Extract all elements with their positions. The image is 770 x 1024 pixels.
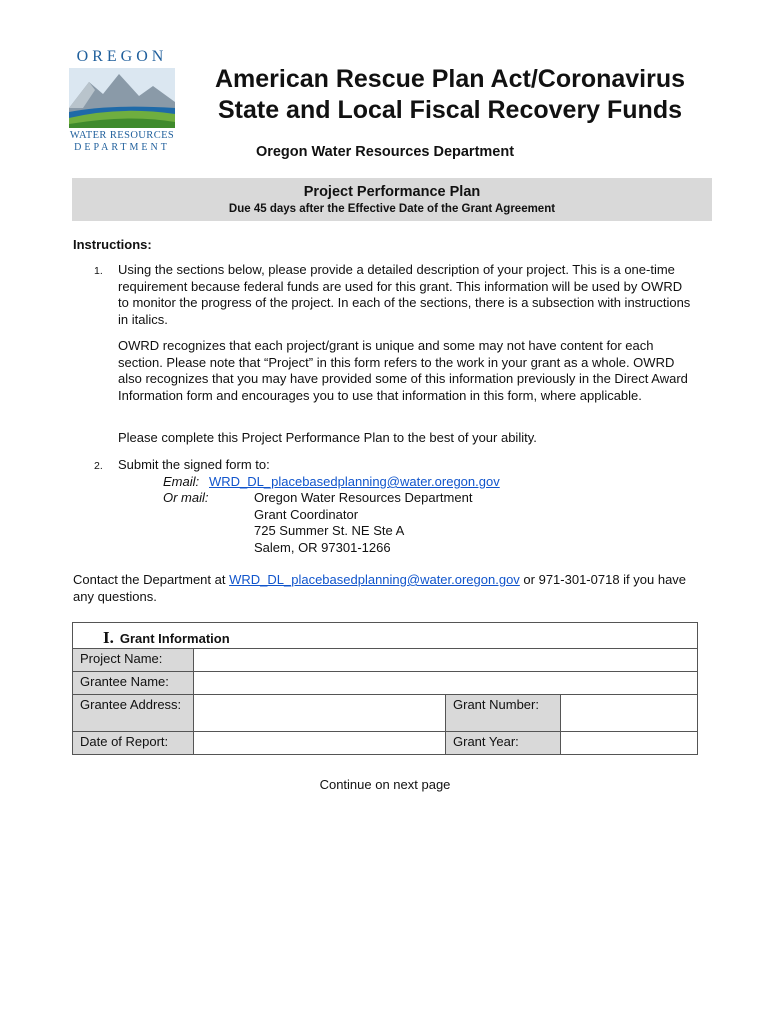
project-name-field[interactable] bbox=[193, 648, 698, 672]
address-line: Oregon Water Resources Department bbox=[254, 490, 473, 505]
submit-instruction: Submit the signed form to: bbox=[118, 457, 270, 472]
grantee-name-field[interactable] bbox=[193, 671, 698, 695]
address-line: Grant Coordinator bbox=[254, 506, 359, 522]
contact-prefix: Contact the Department at bbox=[73, 572, 230, 587]
oregon-wrd-logo bbox=[68, 48, 180, 158]
instruction-paragraph-2: OWRD recognizes that each project/grant is unique and some may not have content for each section. Please note that “Project” in this form refers to the work in your grant as a whole. OWRD also recognizes that you may have provided some of this information previously in the Direct Award Information form and encourages you to use that information in this form, where applicable. bbox=[118, 338, 688, 403]
plan-due-note: Due 45 days after the Effective Date of the Grant Agreement bbox=[228, 203, 556, 215]
title-line-1: American Rescue Plan Act/Coronavirus bbox=[214, 65, 686, 93]
mailing-address bbox=[254, 490, 554, 556]
instruction-paragraph-1: Using the sections below, please provide a detailed description of your project. This is a one-time requirement because federal funds are used for this grant. This information will be used by OWRD to monitor the progress of the project. In each of the sections, there is a subsection with instructions in italics. bbox=[118, 262, 691, 327]
grantee-name-label: Grantee Name: bbox=[72, 671, 194, 695]
plan-title: Project Performance Plan bbox=[303, 184, 481, 200]
date-of-report-field[interactable] bbox=[193, 731, 446, 755]
grantee-address-label: Grantee Address: bbox=[72, 694, 194, 732]
list-number-1: 1. bbox=[94, 265, 103, 277]
continue-note: Continue on next page bbox=[319, 777, 451, 792]
contact-paragraph bbox=[73, 572, 703, 605]
contact-suffix: or 971-301-0718 if you have any questions. bbox=[73, 572, 687, 604]
date-of-report-label: Date of Report: bbox=[72, 731, 194, 755]
section-header bbox=[72, 622, 698, 649]
department-name: Oregon Water Resources Department bbox=[255, 144, 515, 160]
instructions-heading: Instructions: bbox=[73, 237, 152, 252]
mail-label: Or mail: bbox=[163, 490, 209, 505]
project-name-label: Project Name: bbox=[72, 648, 194, 672]
contact-email-link[interactable]: WRD_DL_placebasedplanning@water.oregon.gov bbox=[229, 572, 520, 587]
page-title bbox=[190, 64, 710, 126]
grantee-address-field[interactable] bbox=[193, 694, 446, 732]
title-line-2: State and Local Fiscal Recovery Funds bbox=[217, 96, 683, 124]
address-line: 725 Summer St. NE Ste A bbox=[254, 523, 405, 538]
grant-number-label: Grant Number: bbox=[445, 694, 561, 732]
logo-line-water-resources: WATER RESOURCES bbox=[69, 130, 175, 141]
submission-email-link[interactable]: WRD_DL_placebasedplanning@water.oregon.gov bbox=[209, 474, 500, 489]
list-number-2: 2. bbox=[94, 460, 103, 472]
section-title: Grant Information bbox=[119, 631, 230, 646]
logo-line-department: DEPARTMENT bbox=[74, 142, 170, 153]
address-line: Salem, OR 97301-1266 bbox=[254, 539, 391, 555]
grant-year-label: Grant Year: bbox=[445, 731, 561, 755]
section-number: I. bbox=[103, 628, 114, 647]
landscape-logo-icon bbox=[69, 68, 175, 128]
grant-information-table bbox=[72, 622, 698, 755]
instruction-paragraph-3: Please complete this Project Performance Plan to the best of your ability. bbox=[118, 430, 537, 445]
logo-oregon-text: OREGON bbox=[76, 48, 168, 65]
email-label: Email: bbox=[163, 474, 200, 489]
grant-year-field[interactable] bbox=[560, 731, 698, 755]
grant-number-field[interactable] bbox=[560, 694, 698, 732]
